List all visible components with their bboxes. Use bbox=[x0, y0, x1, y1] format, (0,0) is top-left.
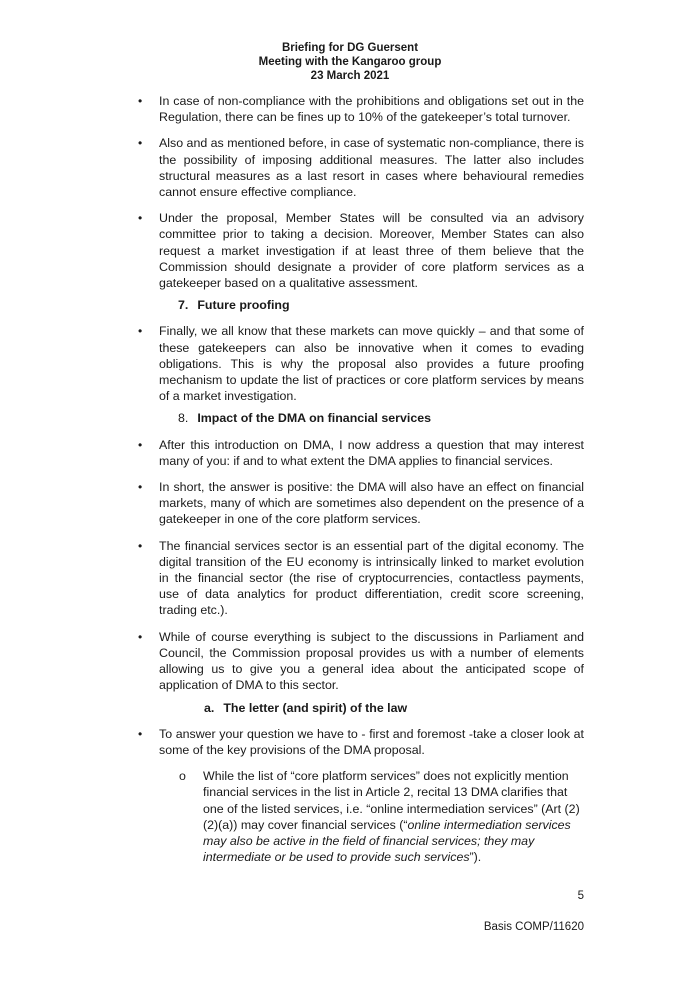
document-body bbox=[136, 93, 584, 865]
sub-bullet-text: While the list of “core platform services” does not explicitly mention financial services in the list in Article 2, recital 13 DMA clarifies that one of the listed services, i.e. “online intermediation services” (Art (2)(2)(a)) may cover financial services (“ bbox=[203, 769, 580, 832]
bullet-item bbox=[136, 538, 584, 619]
section-number: 8. bbox=[178, 411, 189, 426]
bullet-text: Also and as mentioned before, in case of systematic non-compliance, there is the possibility of imposing additional measures. The latter also includes structural measures as a last resort in cases where behavioural remedies cannot ensure effective compliance. bbox=[159, 136, 584, 200]
bullet-icon: • bbox=[138, 211, 143, 226]
bullet-item bbox=[136, 135, 584, 200]
bullet-text: Under the proposal, Member States will be consulted via an advisory committee prior to taking a decision. Moreover, Member States can also request a market investigation if at least three of them believe that the Commission should designate a provider of core platform services as a gatekeeper based on a qualitative assessment. bbox=[159, 211, 584, 291]
sub-bullet-item bbox=[136, 768, 584, 865]
bullet-text: After this introduction on DMA, I now address a question that may interest many of you: if and to what extent the DMA applies to financial services. bbox=[159, 437, 584, 468]
bullet-icon: • bbox=[138, 324, 143, 339]
document-header bbox=[0, 41, 700, 83]
section-number: 7. bbox=[178, 298, 189, 313]
bullet-icon: • bbox=[138, 629, 143, 644]
bullet-item bbox=[136, 479, 584, 528]
bullet-icon: • bbox=[138, 136, 143, 151]
bullet-text: Finally, we all know that these markets can move quickly – and that some of these gatekeepers can also be innovative when it comes to evading obligations. This is why the proposal also provides a future proofing mechanism to update the list of practices or core platform services by means of a market investigation. bbox=[159, 324, 584, 404]
sub-bullet-end: ”). bbox=[469, 850, 482, 865]
section-heading-future-proofing bbox=[136, 297, 584, 313]
header-meeting: Meeting with the Kangaroo group bbox=[258, 56, 442, 68]
bullet-item bbox=[136, 629, 584, 694]
section-heading-impact-financial bbox=[136, 410, 584, 426]
header-title: Briefing for DG Guersent bbox=[281, 42, 419, 54]
bullet-icon: • bbox=[138, 437, 143, 452]
bullet-item bbox=[136, 726, 584, 758]
bullet-item bbox=[136, 323, 584, 404]
bullet-icon: • bbox=[138, 726, 143, 741]
bullet-text: While of course everything is subject to the discussions in Parliament and Council, the Commission proposal provides us with a number of elements allowing us to give you a general idea about the anticipated scope of application of DMA to this sector. bbox=[159, 629, 584, 693]
bullet-text: In short, the answer is positive: the DMA will also have an effect on financial markets, many of which are sometimes also dependent on the presence of a gatekeeper in one of the core platform services. bbox=[159, 480, 584, 527]
section-heading-letter-of-law bbox=[136, 700, 584, 716]
bullet-icon: • bbox=[138, 538, 143, 553]
bullet-icon: • bbox=[138, 94, 143, 108]
page-number: 5 bbox=[577, 890, 584, 902]
bullet-item bbox=[136, 210, 584, 291]
header-date: 23 March 2021 bbox=[310, 70, 390, 82]
bullet-text: The financial services sector is an essential part of the digital economy. The digital transition of the EU economy is intrinsically linked to market evolution in the financial sector (the rise of cryptocurrencies, contactless payments, use of data analytics for product differentiation, credit score screening, trading etc.). bbox=[159, 538, 584, 618]
bullet-icon: • bbox=[138, 480, 143, 495]
sub-bullet-quote: online intermediation services may also be active in the field of financial services; they may intermediate or be used to provide such services bbox=[203, 817, 571, 865]
section-number: a. bbox=[204, 700, 215, 715]
bullet-item bbox=[136, 437, 584, 469]
bullet-item bbox=[136, 93, 584, 125]
section-title: The letter (and spirit) of the law bbox=[223, 700, 408, 715]
section-title: Future proofing bbox=[197, 298, 290, 313]
document-reference: Basis COMP/11620 bbox=[483, 921, 584, 933]
bullet-text: To answer your question we have to - first and foremost -take a closer look at some of the key provisions of the DMA proposal. bbox=[159, 726, 584, 757]
circle-bullet-icon: o bbox=[179, 769, 186, 784]
bullet-text: In case of non-compliance with the prohibitions and obligations set out in the Regulation, there can be fines up to 10% of the gatekeeper’s total turnover. bbox=[159, 94, 584, 125]
section-title: Impact of the DMA on financial services bbox=[197, 411, 431, 426]
